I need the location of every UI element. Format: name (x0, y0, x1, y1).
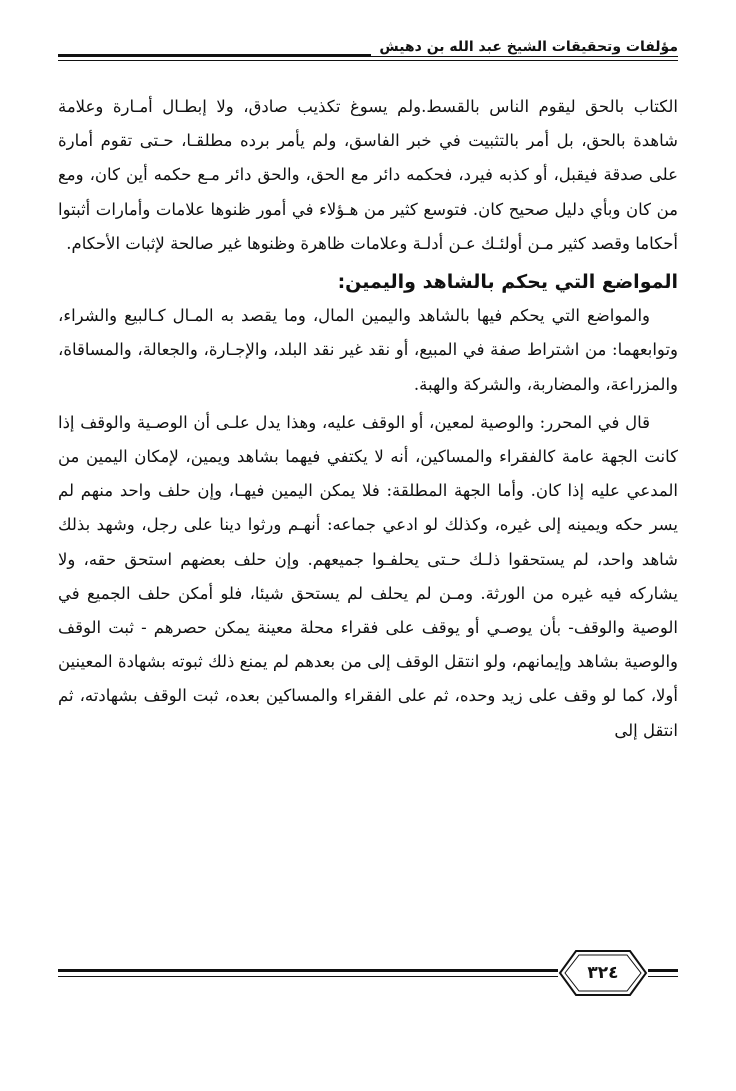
footer-rule-thin (58, 976, 558, 977)
page-number: ٣٢٤ (587, 963, 619, 983)
header-title: مؤلفات وتحقيقات الشيخ عبد الله بن دهيش (371, 38, 678, 56)
body-paragraph: الكتاب بالحق ليقوم الناس بالقسط.ولم يسوغ تكذيب صادق، ولا إبطـال أمـارة وعلامة شاهدة بالحق، بل أمر بالتثبيت في خبر الفاسق، ولم يأمر برده مطلقـا، حـتى تقوم أمارة على صدقة فيقبل، أو كذبه فيرد، فحكمه دائر مع الحق، والحق دائر مـع حكمه أين كان، ومع من كان وبأي دليل صحيح كان. فتوسع كثير من هـؤلاء في أمور ظنوها علامات وأمارات أثبتوا أحكاما وقصد كثير مـن أولئـك عـن أدلـة وعلامات ظاهرة وظنوها غير صالحة لإثبات الأحكام. (58, 97, 678, 253)
footer-rule-thin (648, 976, 678, 977)
running-header (58, 38, 678, 78)
header-rule-thin (58, 60, 678, 61)
footer-rule-thick (648, 969, 678, 972)
body-paragraph: والمواضع التي يحكم فيها بالشاهد واليمين المال، وما يقصد به المـال كـالبيع والشراء، وتوابعهما: من اشتراط صفة في المبيع، أو نقد غير نقد البلد، والإجـارة، والجعالة، والمساقاة، والمزراعة، والمضاربة، والشركة والهبة. (58, 306, 678, 394)
page-footer (58, 945, 678, 1005)
page-number-badge (558, 949, 648, 997)
footer-rule-thick (58, 969, 558, 972)
section-heading: المواضع التي يحكم بالشاهد واليمين: (337, 271, 678, 294)
page-body (58, 90, 678, 748)
body-paragraph: قال في المحرر: والوصية لمعين، أو الوقف عليه، وهذا يدل علـى أن الوصـية والوقف إذا كانت الجهة عامة كالفقراء والمساكين، أنه لا يكتفي فيهما بشاهد ويمين، لإمكان اليمين من المدعي عليه إذا كان. وأما الجهة المطلقة: فلا يمكن اليمين فيهـا، وإن حلف واحد منهم لم يسر حكه ويمينه إلى غيره، وكذلك لو ادعي جماعه: أنهـم ورثوا دينا على رجل، وشهد بذلك شاهد واحد، لم يستحقوا ذلـك حـتى يحلفـوا جميعهم. وإن حلف بعضهم استحق حقه، ولا يشاركه فيه غيره من الورثة. ومـن لم يحلف لم يستحق شيئا، فلو أمكن حلف الجميع في الوصية والوقف- بأن يوصـي أو يوقف على فقراء محلة معينة يمكن حصرهم - ثبت الوقف والوصية بشاهد وإيمانهم، ولو انتقل الوقف إلى من بعدهم لم يمنع ذلك ثبوته بشهادة المعينين أولا، كما لو وقف على زيد وحده، ثم على الفقراء والمساكين بعده، ثبت الوقف بشهادته، ثم انتقل إلى (58, 412, 678, 740)
